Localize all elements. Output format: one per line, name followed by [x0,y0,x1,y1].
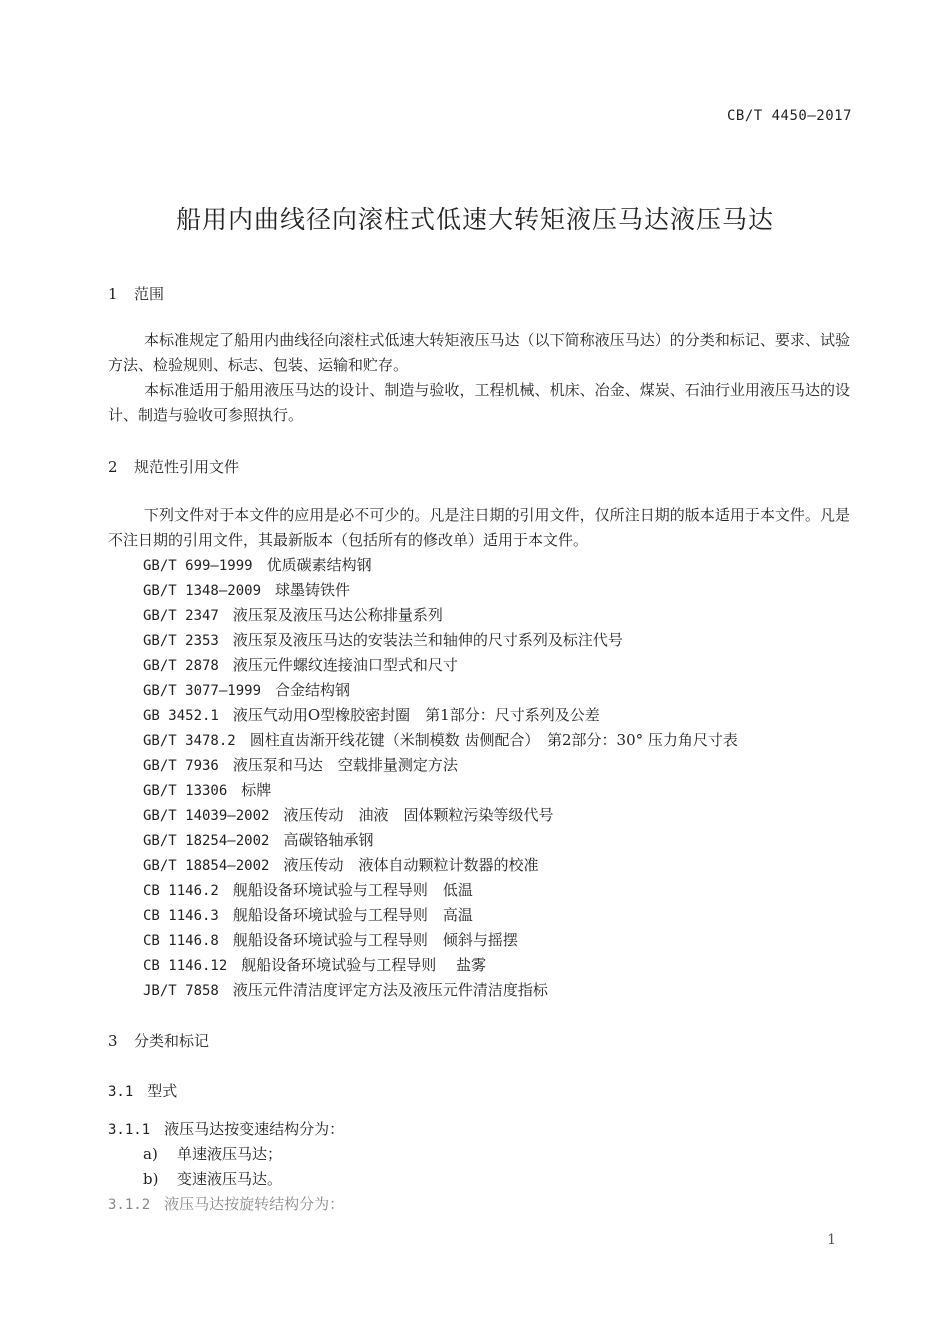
reference-item [143,904,473,925]
list-item [143,1143,282,1164]
subsection-3-1-heading [108,1080,177,1101]
reference-item [143,854,538,875]
reference-title: 球墨铸铁件 [275,581,351,599]
reference-code: GB/T 13306 [143,783,228,799]
reference-title: 液压元件螺纹连接油口型式和尺寸 [232,656,458,674]
list-item [143,1168,282,1189]
reference-item [143,879,473,900]
clause-number: 3.1.1 [108,1122,151,1138]
section-title: 规范性引用文件 [134,458,240,476]
reference-code: GB/T 1348—2009 [143,583,262,599]
reference-code: GB/T 7936 [143,758,219,774]
document-title: 船用内曲线径向滚柱式低速大转矩液压马达液压马达 [175,205,774,234]
section-title: 范围 [134,285,165,303]
reference-item [143,929,518,950]
reference-item [143,554,372,575]
section-number: 3 [108,1032,118,1050]
subsection-number: 3.1 [108,1084,134,1100]
section-number: 1 [108,285,118,303]
reference-title: 液压传动 油液 固体颗粒污染等级代号 [283,806,554,824]
reference-code: GB 3452.1 [143,708,219,724]
reference-title: 舰船设备环境试验与工程导则 高温 [232,906,473,924]
reference-item [143,829,373,850]
section-title: 分类和标记 [134,1032,210,1050]
reference-title: 液压泵及液压马达公称排量系列 [232,606,443,624]
reference-title: 高碳铬轴承钢 [283,831,374,849]
reference-item [143,679,350,700]
reference-item [143,979,548,1000]
reference-code: JB/T 7858 [143,983,219,999]
reference-title: 合金结构钢 [275,681,351,699]
reference-item [143,954,486,975]
reference-title: 液压泵及液压马达的安装法兰和轴伸的尺寸系列及标注代号 [232,631,623,649]
reference-code: GB/T 2878 [143,658,219,674]
reference-title: 舰船设备环境试验与工程导则 低温 [232,881,473,899]
reference-code: CB 1146.3 [143,908,219,924]
section-1-heading [108,283,164,304]
list-text: 单速液压马达； [177,1145,283,1163]
section-3-heading [108,1030,209,1051]
clause-3-1-1 [108,1118,344,1139]
reference-code: GB/T 14039—2002 [143,808,270,824]
reference-code: GB/T 18254—2002 [143,833,270,849]
reference-code: CB 1146.8 [143,933,219,949]
list-text: 变速液压马达。 [177,1170,283,1188]
reference-item [143,729,738,750]
page-number: 1 [827,1232,836,1248]
reference-code: GB/T 699—1999 [143,558,253,574]
reference-item [143,754,458,775]
reference-item [143,704,600,725]
reference-title: 标牌 [241,781,272,799]
reference-title: 液压传动 液体自动颗粒计数器的校准 [283,856,539,874]
reference-code: GB/T 2353 [143,633,219,649]
reference-item [143,629,623,650]
clause-number: 3.1.2 [108,1197,151,1213]
list-marker: a) [143,1145,158,1163]
reference-item [143,804,553,825]
reference-item [143,654,458,675]
section-number: 2 [108,458,118,476]
reference-title: 液压元件清洁度评定方法及液压元件清洁度指标 [232,981,548,999]
reference-title: 舰船设备环境试验与工程导则 倾斜与摇摆 [232,931,518,949]
standard-code: CB/T 4450—2017 [726,108,852,124]
reference-title: 优质碳素结构钢 [266,556,372,574]
clause-text: 液压马达按变速结构分为： [164,1120,345,1138]
reference-title: 圆柱直齿渐开线花键（米制模数 齿侧配合） 第2部分：30° 压力角尺寸表 [249,731,738,749]
list-marker: b) [143,1170,159,1188]
reference-title: 舰船设备环境试验与工程导则 盐雾 [241,956,487,974]
paragraph: 本标准适用于船用液压马达的设计、制造与验收，工程机械、机床、冶金、煤炭、石油行业用液压马达的设计、制造与验收可参照执行。 [108,381,850,424]
reference-title: 液压气动用O型橡胶密封圈 第1部分：尺寸系列及公差 [232,706,600,724]
reference-code: CB 1146.12 [143,958,228,974]
paragraph: 下列文件对于本文件的应用是必不可少的。凡是注日期的引用文件，仅所注日期的版本适用于本文件。凡是不注日期的引用文件，其最新版本（包括所有的修改单）适用于本文件。 [108,506,850,549]
reference-code: CB 1146.2 [143,883,219,899]
reference-item [143,604,443,625]
reference-title: 液压泵和马达 空载排量测定方法 [232,756,458,774]
reference-item [143,779,271,800]
section-2-heading [108,456,239,477]
reference-code: GB/T 2347 [143,608,219,624]
reference-code: GB/T 18854—2002 [143,858,270,874]
clause-text: 液压马达按旋转结构分为： [164,1195,345,1213]
subsection-title: 型式 [147,1082,178,1100]
reference-item [143,579,350,600]
reference-code: GB/T 3077—1999 [143,683,262,699]
paragraph: 本标准规定了船用内曲线径向滚柱式低速大转矩液压马达（以下简称液压马达）的分类和标记、要求、试验方法、检验规则、标志、包装、运输和贮存。 [108,331,850,374]
reference-code: GB/T 3478.2 [143,733,236,749]
clause-3-1-2 [108,1193,344,1214]
